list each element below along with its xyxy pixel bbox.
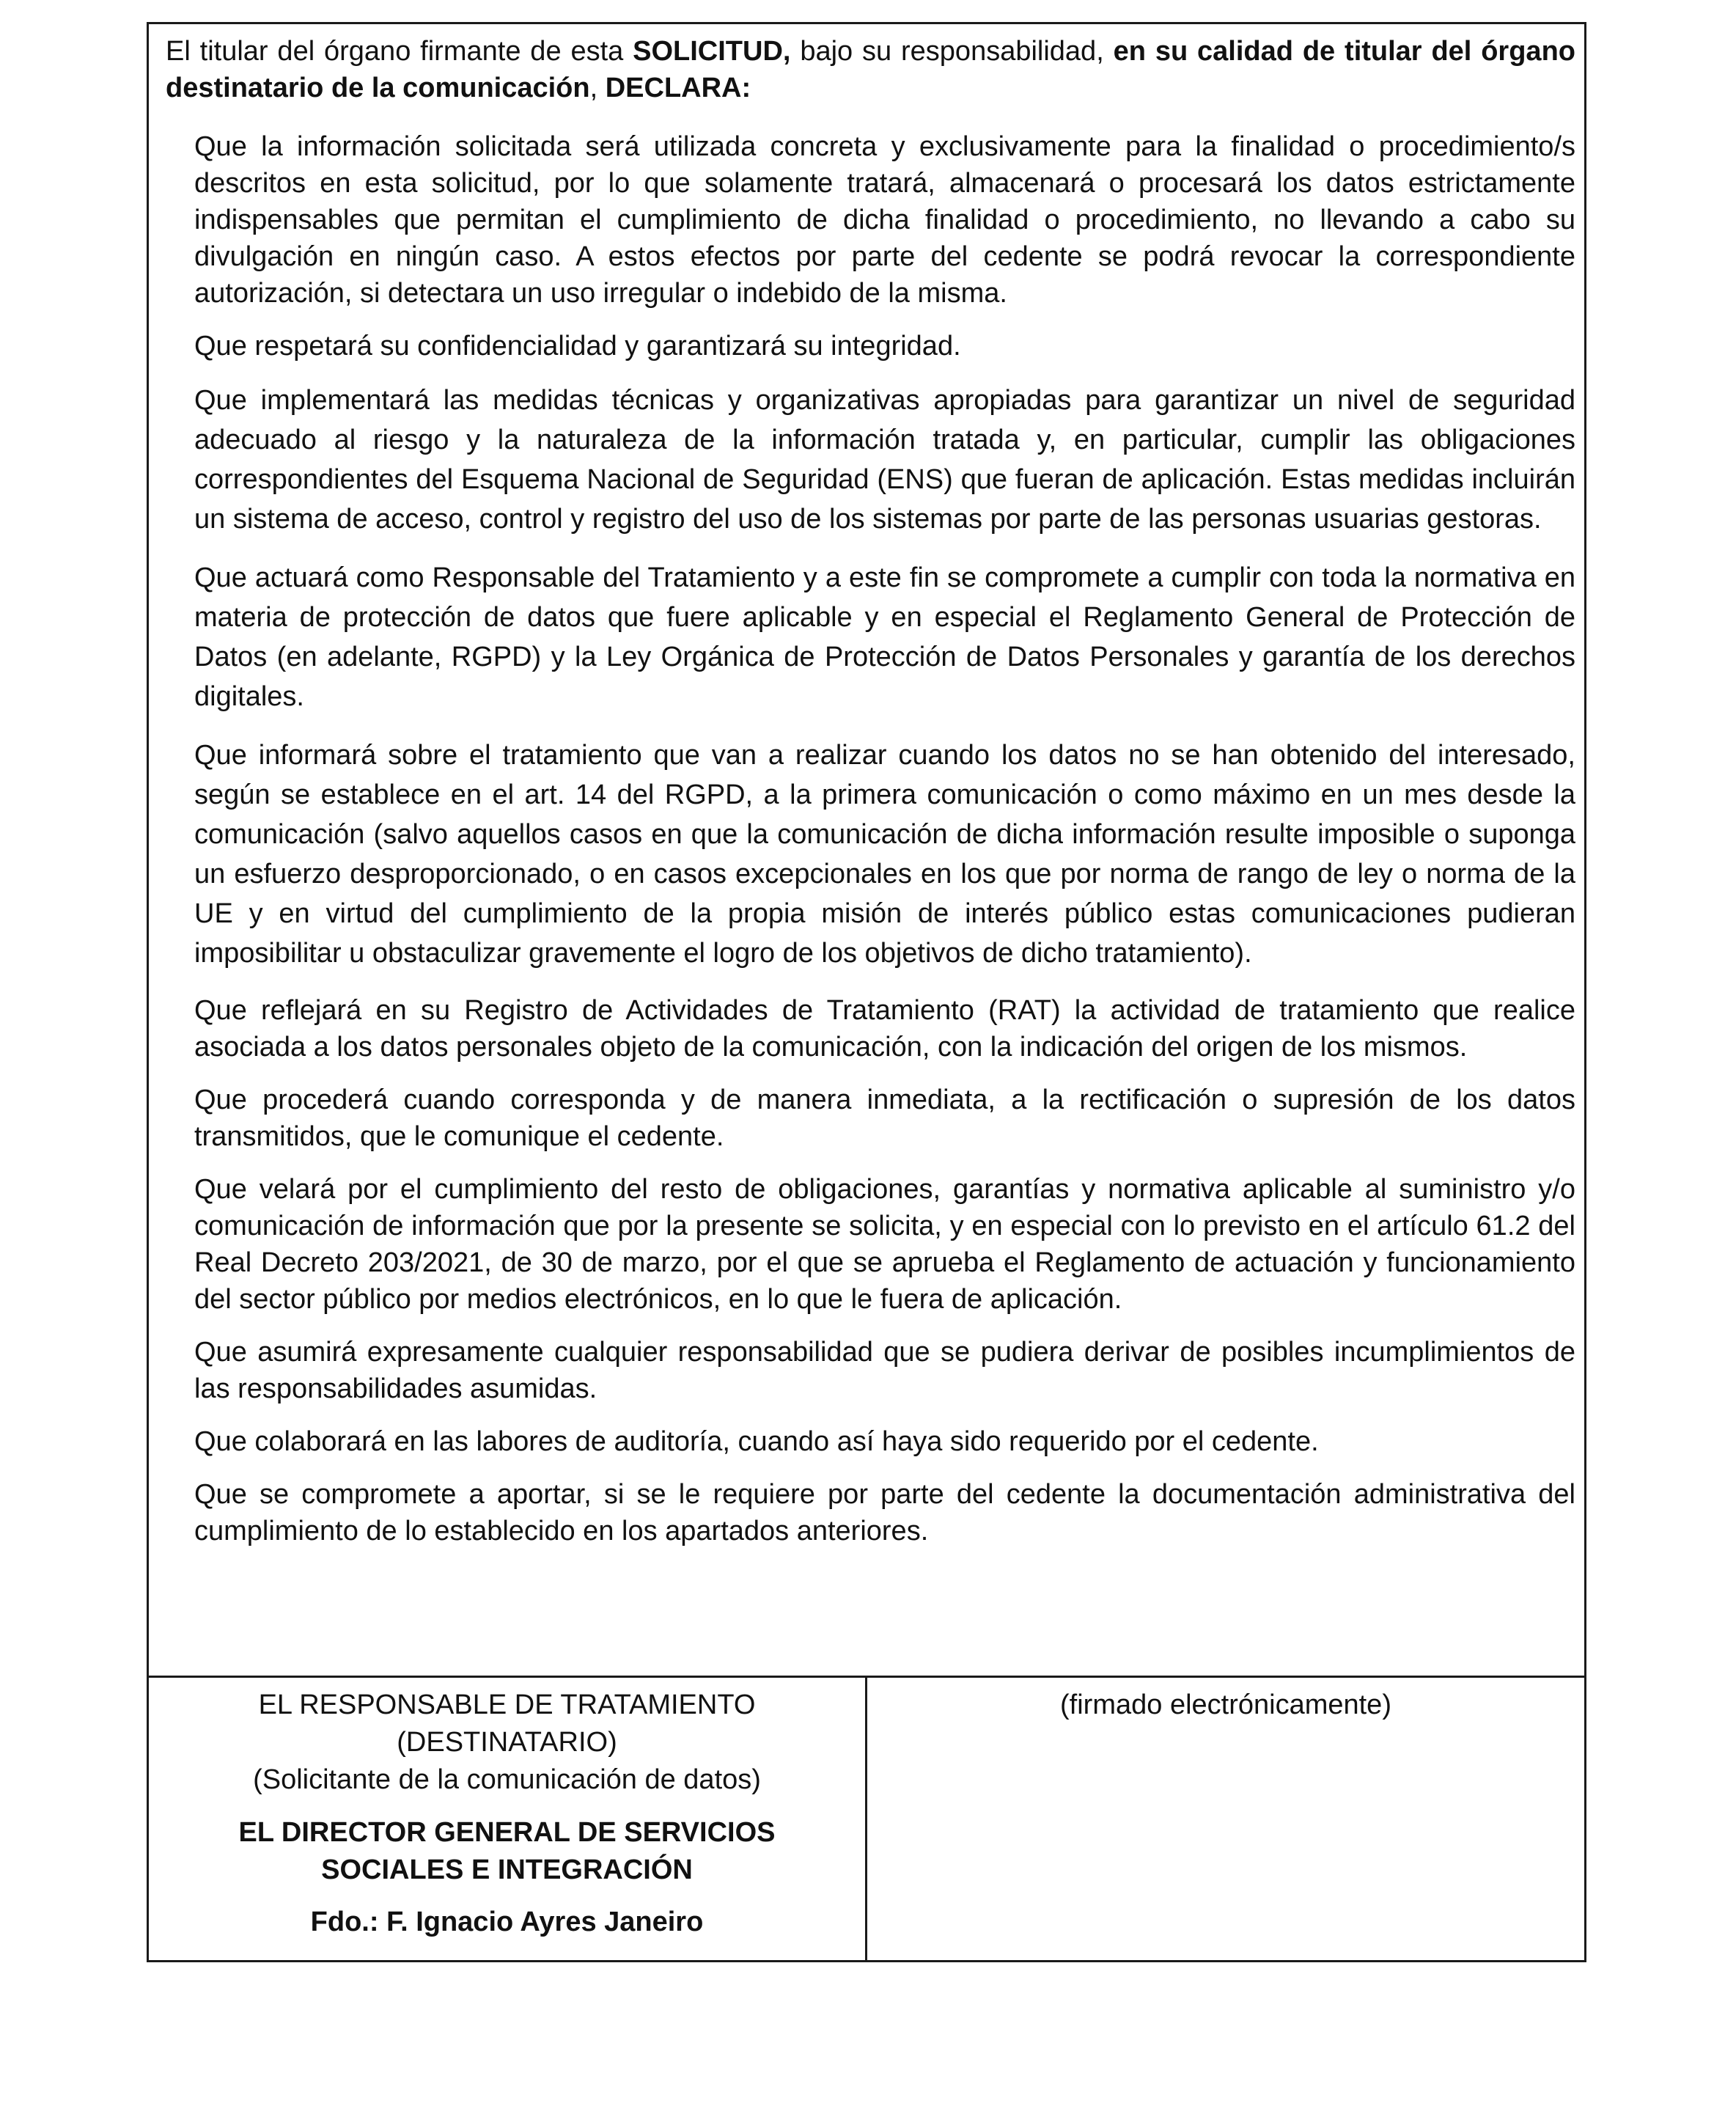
declaration-clause: Que respetará su confidencialidad y garantizará su integridad. [194,331,961,362]
signatory-role: EL RESPONSABLE DE TRATAMIENTO [258,1689,756,1720]
intro-text-3: , [589,73,606,103]
declaration-clause: Que informará sobre el tratamiento que van a realizar cuando los datos no se han obtenido del interesado, según se establece en el art. 14 del RGPD, a la primera comunicación o como máximo en un mes desde la comunicación (salvo aquellos casos en que la comunicación de dicha información resulte imposible o suponga un esfuerzo desproporcionado, o en casos excepcionales en los que por norma de rango de ley o norma de la UE y en virtud del cumplimiento de la propia misión de interés público estas comunicaciones pudieran imposibilitar u obstaculizar gravemente el logro de los objetivos de dicho tratamiento). [194,740,1575,969]
electronic-signature-cell [867,1678,1584,1969]
declaration-clause: Que reflejará en su Registro de Actividades de Tratamiento (RAT) la actividad de tratamiento que realice asociada a los datos personales objeto de la comunicación, con la indicación del origen de los mismos. [194,995,1575,1063]
intro-text-1: El titular del órgano firmante de esta [166,36,633,67]
declaration-form [147,22,1586,1962]
declaration-clause: Que asumirá expresamente cualquier responsabilidad que se pudiera derivar de posibles incumplimientos de las responsabilidades asumidas. [194,1337,1575,1404]
intro-text-2: bajo su responsabilidad, [790,36,1114,67]
declaration-clause: Que se compromete a aportar, si se le requiere por parte del cedente la documentación administrativa del cumplimiento de lo establecido en los apartados anteriores. [194,1479,1575,1547]
signer-name: Fdo.: F. Ignacio Ayres Janeiro [310,1907,704,1937]
signatory-role-note: (Solicitante de la comunicación de datos) [253,1764,761,1795]
electronic-signature-note: (firmado electrónicamente) [1060,1689,1391,1720]
signatory-title-line: EL DIRECTOR GENERAL DE SERVICIOS [238,1817,776,1848]
signatory-role-recipient: (DESTINATARIO) [397,1727,617,1758]
declaration-clause: Que actuará como Responsable del Tratamiento y a este fin se compromete a cumplir con toda la normativa en materia de protección de datos que fuere aplicable y en especial el Reglamento General de Protección de Datos (en adelante, RGPD) y la Ley Orgánica de Protección de Datos Personales y garantía de los derechos digitales. [194,562,1575,712]
signatory-title-line: SOCIALES E INTEGRACIÓN [321,1854,693,1885]
declaration-clause: Que procederá cuando corresponda y de manera inmediata, a la rectificación o supresión de los datos transmitidos, que le comunique el cedente. [194,1085,1575,1152]
declaration-clause: Que la información solicitada será utilizada concreta y exclusivamente para la finalidad o procedimiento/s descritos en esta solicitud, por lo que solamente tratará, almacenará o procesará los datos estrictamente indispensables que permitan el cumplimiento de dicha finalidad o procedimiento, no llevando a cabo su divulgación en ningún caso. A estos efectos por parte del cedente se podrá revocar la correspondiente autorización, si detectara un uso irregular o indebido de la misma. [194,131,1575,309]
signatory-block [149,1678,867,1960]
intro-bold-capacity: en su calidad de titular del órgano destinatario de la comunicación [166,36,1575,103]
declaration-intro [166,33,1575,106]
declaration-clause: Que implementará las medidas técnicas y organizativas apropiadas para garantizar un nivel de seguridad adecuado al riesgo y la naturaleza de la información tratada y, en particular, cumplir las obligaciones correspondientes del Esquema Nacional de Seguridad (ENS) que fueran de aplicación. Estas medidas incluirán un sistema de acceso, control y registro del uso de los sistemas por parte de las personas usuarias gestoras. [194,385,1575,535]
intro-bold-declara: DECLARA: [605,73,751,103]
signatory-title [149,1814,865,1889]
signature-row [149,1676,1584,1960]
declaration-section [149,24,1584,1676]
intro-bold-solicitud: SOLICITUD, [633,36,791,67]
declaration-clause: Que velará por el cumplimiento del resto de obligaciones, garantías y normativa aplicable al suministro y/o comunicación de información que por la presente se solicita, y en especial con lo previsto en el artículo 61.2 del Real Decreto 203/2021, de 30 de marzo, por el que se aprueba el Reglamento de actuación y funcionamiento del sector público por medios electrónicos, en lo que le fuera de aplicación. [194,1174,1575,1315]
declaration-clause: Que colaborará en las labores de auditoría, cuando así haya sido requerido por el cedente. [194,1426,1319,1457]
